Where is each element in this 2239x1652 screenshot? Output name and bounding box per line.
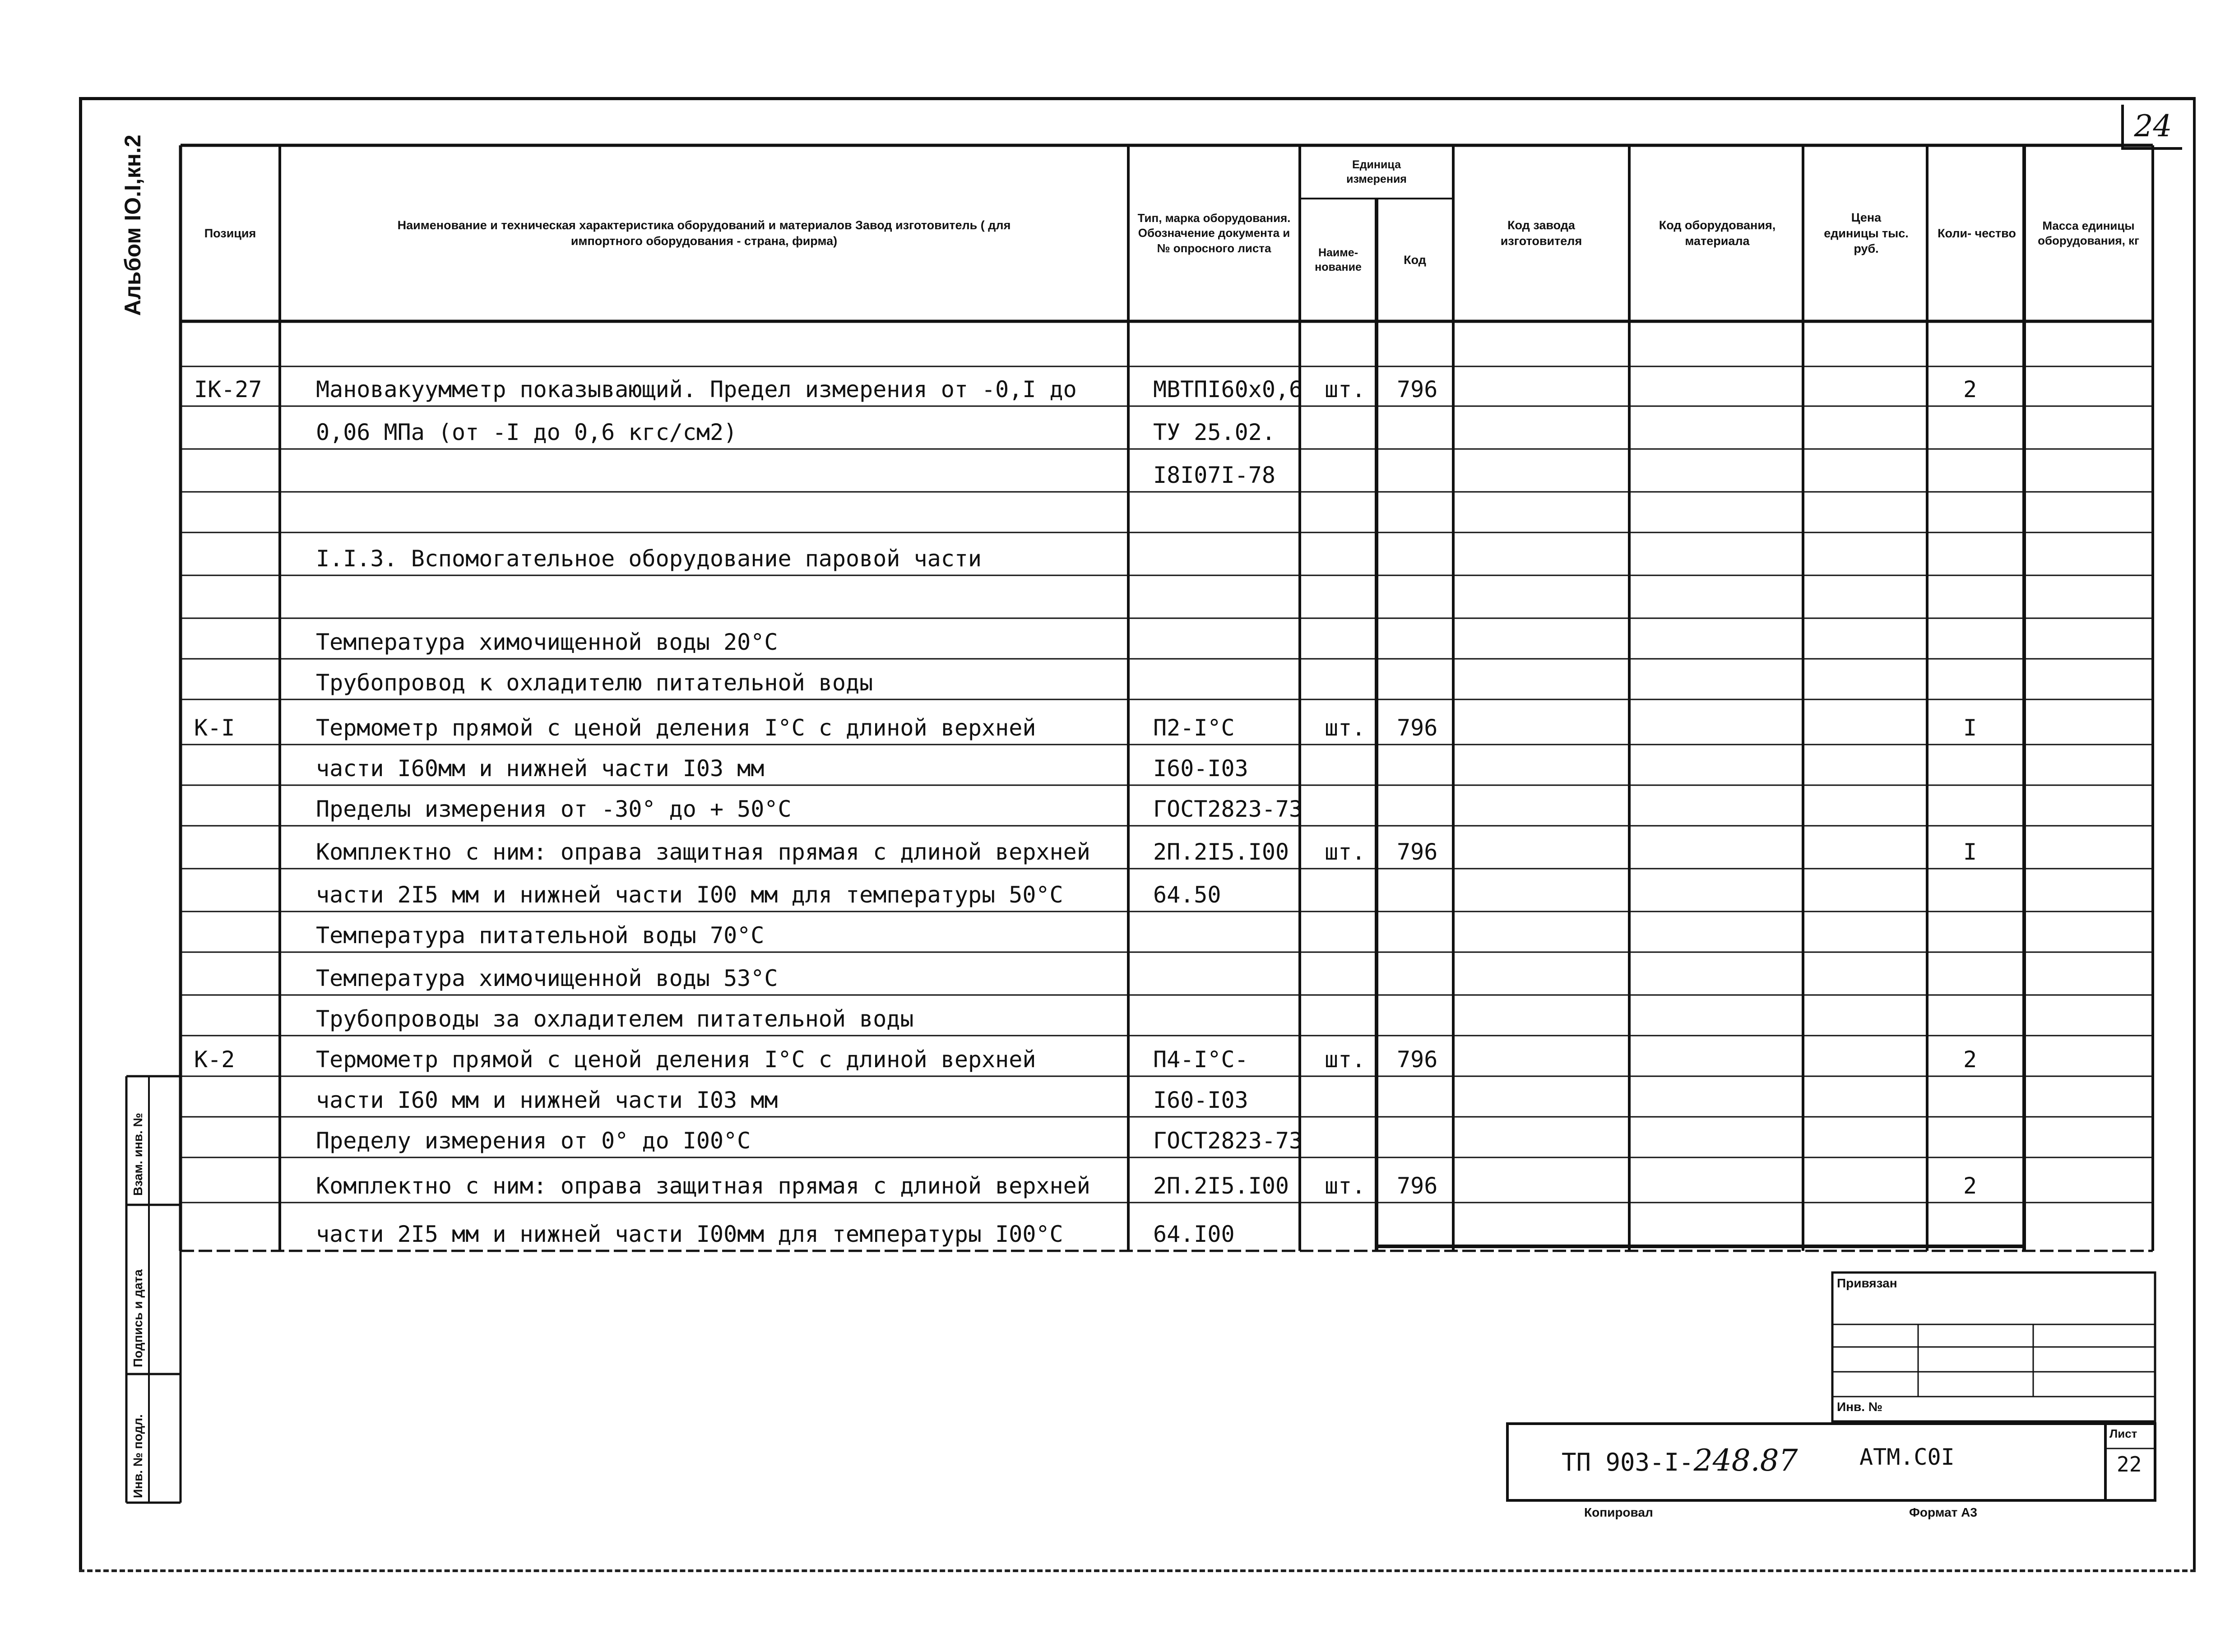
attached-label: Привязан xyxy=(1837,1276,1897,1290)
cell-name: части I60 мм и нижней части I03 мм xyxy=(316,1087,778,1113)
cell-name: I.I.3. Вспомогательное оборудование паровой части xyxy=(316,546,982,572)
cell-quantity: 2 xyxy=(1963,1173,1977,1199)
sheet-label: Лист xyxy=(2109,1427,2137,1440)
sheet-number: 22 xyxy=(2117,1452,2142,1476)
cell-unit: шт. xyxy=(1325,1046,1366,1073)
cell-name: части 2I5 мм и нижней части I00 мм для температуры 50°С xyxy=(316,882,1063,908)
cell-type: МВТПI60х0,6 xyxy=(1153,376,1303,403)
cell-type: П2-I°С xyxy=(1153,715,1235,741)
cell-position: К-2 xyxy=(194,1046,235,1073)
cell-name: Термометр прямой с ценой деления I°С с длиной верхней xyxy=(316,1046,1036,1073)
header-unit-code: Код xyxy=(1404,253,1426,267)
cell-unit: шт. xyxy=(1325,1173,1366,1199)
cell-quantity: I xyxy=(1963,715,1977,741)
album-label: Альбом IO.I,кн.2 xyxy=(120,134,145,316)
cell-name: Температура химочищенной воды 53°С xyxy=(316,965,778,991)
cell-type: 64.I00 xyxy=(1153,1221,1235,1247)
cell-code: 796 xyxy=(1397,715,1438,741)
cell-type: П4-I°С- xyxy=(1153,1046,1248,1073)
cell-name: Пределы измерения от -30° до + 50°С xyxy=(316,796,792,822)
cell-quantity: I xyxy=(1963,839,1977,865)
header-mass: Масса единицы оборудования, кг xyxy=(2038,218,2139,247)
cell-name: Мановакуумметр показывающий. Предел измерения от -0,I до xyxy=(316,376,1077,403)
header-unit-name: Наиме- нование xyxy=(1315,246,1362,273)
cell-name: части I60мм и нижней части I03 мм xyxy=(316,755,765,782)
cell-unit: шт. xyxy=(1325,839,1366,865)
sheet-corner-number: 24 xyxy=(2121,105,2182,150)
footer-copied: Копировал xyxy=(1584,1505,1653,1519)
project-number xyxy=(1562,1443,1798,1478)
header-type: Тип, марка оборудования. Обозначение документа и № опросного листа xyxy=(1137,211,1291,255)
header-unit-group: Единица измерения xyxy=(1346,158,1407,185)
cell-code: 796 xyxy=(1397,376,1438,403)
cell-code: 796 xyxy=(1397,1173,1438,1199)
header-price: Цена единицы тыс. руб. xyxy=(1824,211,1909,256)
cell-code: 796 xyxy=(1397,1046,1438,1073)
cell-code: 796 xyxy=(1397,839,1438,865)
cell-type: 64.50 xyxy=(1153,882,1221,908)
cell-type: ТУ 25.02. xyxy=(1153,419,1275,445)
footer-format: Формат А3 xyxy=(1909,1505,1977,1519)
cell-type: 2П.2I5.I00 xyxy=(1153,839,1289,865)
cell-quantity: 2 xyxy=(1963,376,1977,403)
stamp-inv-vzam: Взам. инв. № xyxy=(131,1113,145,1196)
stamp-signature-date: Подпись и дата xyxy=(131,1269,145,1367)
cell-name: Температура химочищенной воды 20°С xyxy=(316,629,778,655)
header-name: Наименование и техническая характеристика оборудований и материалов Завод изготовитель ( для импортного оборудования - страна, фирма) xyxy=(397,218,1011,248)
cell-name: Трубопроводы за охладителем питательной воды xyxy=(316,1006,914,1032)
cell-name: Трубопровод к охладителю питательной воды xyxy=(316,670,873,696)
cell-type: I8I07I-78 xyxy=(1153,462,1275,488)
cell-name: Комплектно с ним: оправа защитная прямая с длиной верхней xyxy=(316,839,1090,865)
cell-type: I60-I03 xyxy=(1153,755,1248,782)
cell-type: ГОСТ2823-73 xyxy=(1153,1128,1303,1154)
cell-type: 2П.2I5.I00 xyxy=(1153,1173,1289,1199)
header-plant-code: Код завода изготовителя xyxy=(1500,218,1582,248)
cell-unit: шт. xyxy=(1325,715,1366,741)
header-equipment-code: Код оборудования, материала xyxy=(1659,218,1776,248)
header-quantity: Коли- чество xyxy=(1938,226,2016,240)
cell-quantity: 2 xyxy=(1963,1046,1977,1073)
cell-unit: шт. xyxy=(1325,376,1366,403)
cell-name: 0,06 МПа (от -I до 0,6 кгс/см2) xyxy=(316,419,737,445)
cell-type: I60-I03 xyxy=(1153,1087,1248,1113)
cell-type: ГОСТ2823-73 xyxy=(1153,796,1303,822)
cell-name: Пределу измерения от 0° до I00°С xyxy=(316,1128,751,1154)
cell-name: Температура питательной воды 70°С xyxy=(316,922,765,949)
header-position: Позиция xyxy=(204,226,256,240)
cell-name: части 2I5 мм и нижней части I00мм для температуры I00°С xyxy=(316,1221,1063,1247)
project-prefix: ТП 903-I- xyxy=(1562,1448,1694,1476)
cell-name: Комплектно с ним: оправа защитная прямая с длиной верхней xyxy=(316,1173,1090,1199)
cell-position: К-I xyxy=(194,715,235,741)
attached-inv-label: Инв. № xyxy=(1837,1400,1883,1414)
doc-code: АТМ.С0I xyxy=(1859,1444,1955,1470)
stamp-inv-orig: Инв. № подл. xyxy=(131,1414,145,1498)
cell-name: Термометр прямой с ценой деления I°С с длиной верхней xyxy=(316,715,1036,741)
project-handwritten: 248.87 xyxy=(1693,1443,1798,1478)
cell-position: IK-27 xyxy=(194,376,262,403)
